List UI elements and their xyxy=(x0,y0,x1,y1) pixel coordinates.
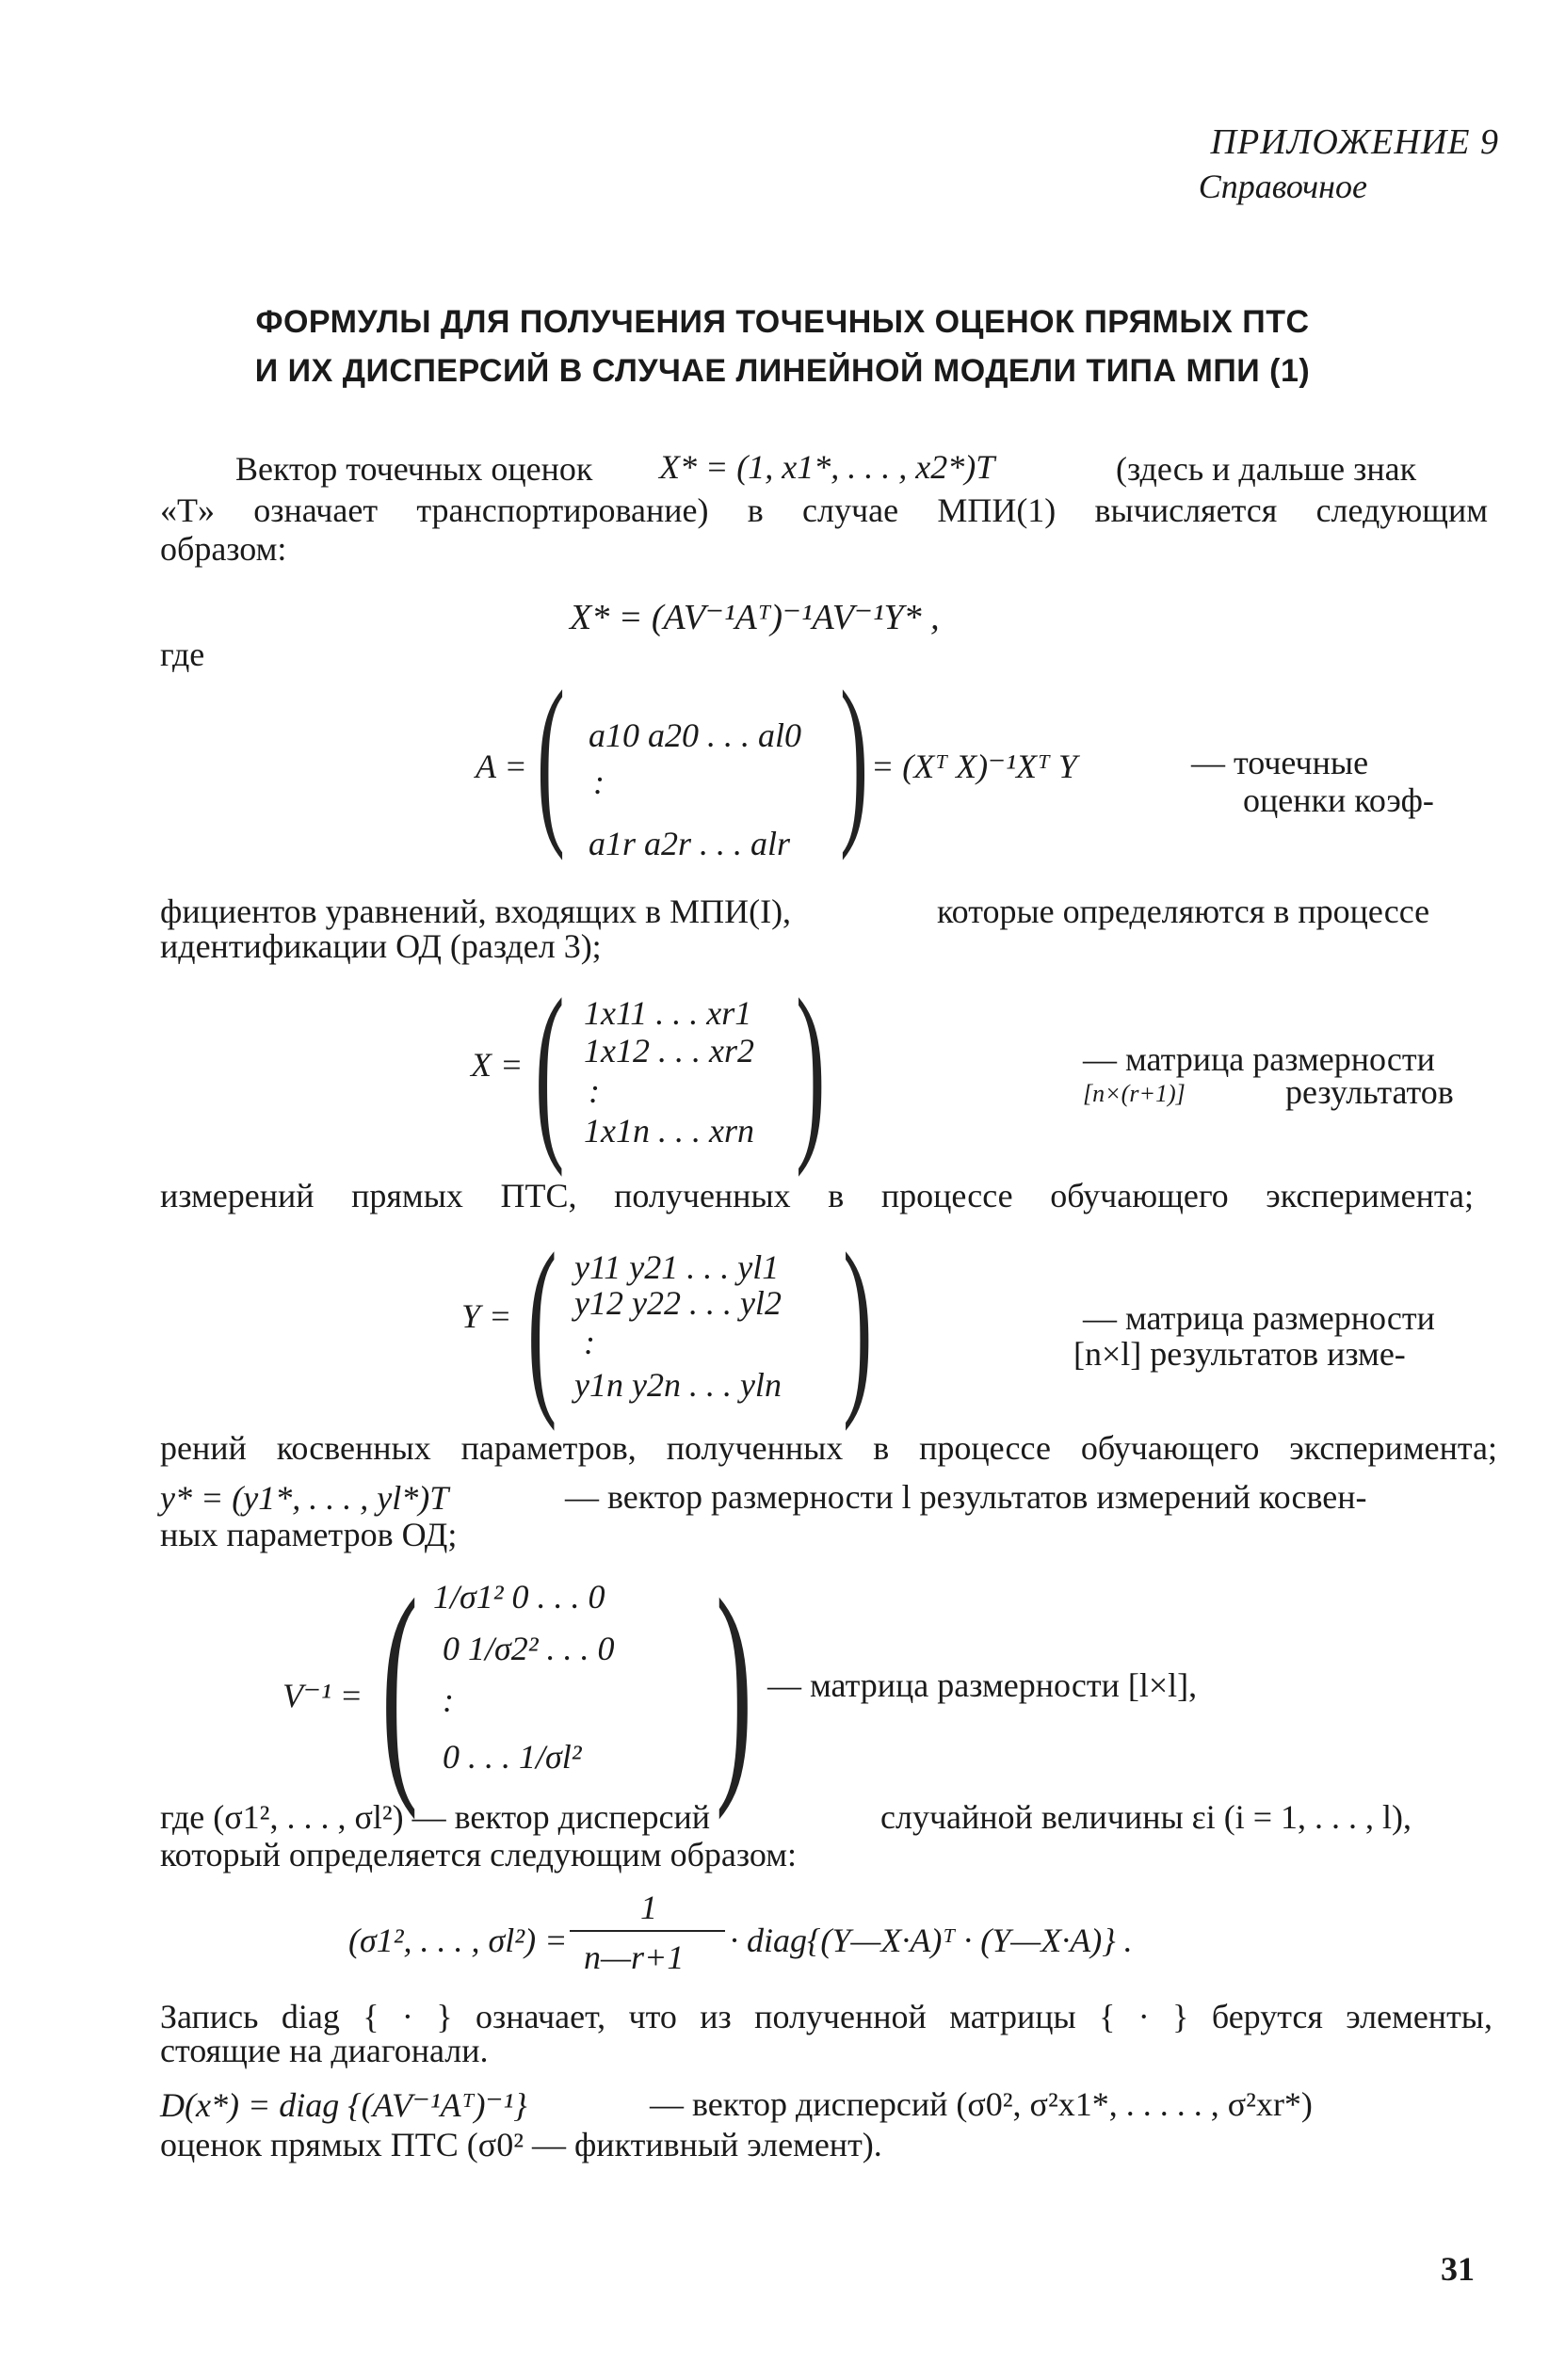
para4-line1: рений косвенных параметров, полученных в процессе обучающего эксперимента; xyxy=(160,1429,1497,1467)
para5-line2: который определяется следующим образом: xyxy=(160,1836,798,1873)
formula-x-estimate: X* = (AV⁻¹Aᵀ)⁻¹AV⁻¹Y* , xyxy=(570,598,940,637)
reference-label: Справочное xyxy=(1198,168,1367,205)
matrix-v-row3: : xyxy=(443,1681,454,1719)
para6-line1: Запись diag { · } означает, что из полученной матрицы { · } берутся элементы, xyxy=(160,1998,1492,2035)
page-number: 31 xyxy=(1441,2250,1475,2288)
vector-x-estimate: X* = (1, x1*, . . . , x2*)T xyxy=(659,448,995,486)
matrix-y-row2: y12 y22 . . . yl2 xyxy=(574,1284,782,1322)
matrix-a-row1: a10 a20 . . . al0 xyxy=(589,716,802,754)
matrix-v-row2: 0 1/σ2² . . . 0 xyxy=(443,1630,615,1667)
matrix-v-row4: 0 . . . 1/σl² xyxy=(443,1738,582,1776)
matrix-y-desc1: — матрица размерности xyxy=(1083,1299,1435,1337)
matrix-x-desc2b: результатов xyxy=(1285,1073,1454,1111)
vector-y-estimate: y* = (y1*, . . . , yl*)T xyxy=(160,1479,449,1517)
para4-line2b: — вектор размерности l результатов измерений косвен- xyxy=(565,1478,1367,1516)
matrix-x-left-paren: ( xyxy=(535,959,565,1178)
matrix-a-desc1: — точечные xyxy=(1191,744,1369,781)
para6-line2: стоящие на диагонали. xyxy=(160,2032,489,2069)
para1-line3: образом: xyxy=(160,530,287,568)
matrix-v-right-paren: ) xyxy=(716,1550,752,1821)
appendix-label: ПРИЛОЖЕНИЕ 9 xyxy=(1210,122,1499,162)
matrix-a-left-paren: ( xyxy=(537,653,565,861)
matrix-x-row2: 1x12 . . . xr2 xyxy=(584,1032,754,1069)
matrix-x-desc2a: [n×(r+1)] xyxy=(1083,1080,1186,1107)
matrix-x-right-paren: ) xyxy=(796,959,826,1178)
para5-line1b: случайной величины εi (i = 1, . . . , l), xyxy=(880,1798,1412,1836)
matrix-a-label: A = xyxy=(476,748,527,785)
para1-line2: «T» означает транспортирование) в случае МПИ(1) вычисляется следующим xyxy=(160,491,1488,529)
formula-sigma-lhs: (σ1², . . . , σl²) = xyxy=(348,1922,568,1959)
para1-line1b: (здесь и дальше знак xyxy=(1116,450,1417,488)
matrix-x-row4: 1x1n . . . xrn xyxy=(584,1112,754,1150)
para7-line2: оценок прямых ПТС (σ0² — фиктивный элемент). xyxy=(160,2126,882,2163)
matrix-a-right-paren: ) xyxy=(840,653,868,861)
matrix-a-rhs: = (Xᵀ X)⁻¹Xᵀ Y xyxy=(871,748,1077,785)
para5-line1a: где (σ1², . . . , σl²) — вектор дисперсий xyxy=(160,1798,710,1836)
para3: измерений прямых ПТС, полученных в процессе обучающего эксперимента; xyxy=(160,1177,1474,1214)
matrix-v-label: V⁻¹ = xyxy=(282,1677,363,1714)
matrix-v-row1: 1/σ1² 0 . . . 0 xyxy=(433,1578,605,1616)
page-title-line2: И ИХ ДИСПЕРСИЙ В СЛУЧАЕ ЛИНЕЙНОЙ МОДЕЛИ ТИПА МПИ (1) xyxy=(254,353,1311,389)
matrix-y-desc2: [n×l] результатов изме- xyxy=(1073,1335,1406,1373)
formula-sigma-rhs: · diag{(Y—X·A)ᵀ · (Y—X·A)} . xyxy=(730,1922,1133,1959)
matrix-v-desc: — матрица размерности [l×l], xyxy=(767,1666,1198,1704)
matrix-x-label: X = xyxy=(471,1046,524,1084)
para4-line3: ных параметров ОД; xyxy=(160,1516,458,1553)
para7-line1b: — вектор дисперсий (σ0², σ²x1*, . . . . . , σ²xr*) xyxy=(650,2085,1313,2123)
formula-sigma-fraction-bar xyxy=(570,1930,725,1932)
matrix-x-desc1: — матрица размерности xyxy=(1083,1040,1435,1078)
matrix-a-desc2: оценки коэф- xyxy=(1243,781,1434,819)
page-title-line1: ФОРМУЛЫ ДЛЯ ПОЛУЧЕНИЯ ТОЧЕЧНЫХ ОЦЕНОК ПРЯМЫХ ПТС xyxy=(255,304,1310,340)
matrix-y-left-paren: ( xyxy=(527,1214,557,1432)
matrix-y-row3: : xyxy=(584,1324,595,1361)
vector-dispersion-formula: D(x*) = diag {(AV⁻¹Aᵀ)⁻¹} xyxy=(160,2086,527,2124)
where-label: где xyxy=(160,635,205,673)
matrix-x-row1: 1x11 . . . xr1 xyxy=(584,994,752,1032)
matrix-v-left-paren: ( xyxy=(381,1550,418,1821)
formula-sigma-denominator: n—r+1 xyxy=(584,1938,685,1976)
para2-line1b: которые определяются в процессе xyxy=(937,892,1430,930)
matrix-y-row1: y11 y21 . . . yl1 xyxy=(574,1248,780,1286)
matrix-x-row3: : xyxy=(589,1072,600,1110)
matrix-y-label: Y = xyxy=(461,1297,512,1335)
para1-line1a: Вектор точечных оценок xyxy=(235,450,593,488)
formula-sigma-numerator: 1 xyxy=(640,1889,657,1926)
matrix-y-right-paren: ) xyxy=(843,1214,873,1432)
para2-line1a: фициентов уравнений, входящих в МПИ(I), xyxy=(160,892,792,930)
matrix-a-row2: : xyxy=(593,764,605,801)
para2-line2: идентификации ОД (раздел 3); xyxy=(160,927,602,965)
matrix-y-row4: y1n y2n . . . yln xyxy=(574,1366,782,1404)
matrix-a-row3: a1r a2r . . . alr xyxy=(589,825,791,862)
